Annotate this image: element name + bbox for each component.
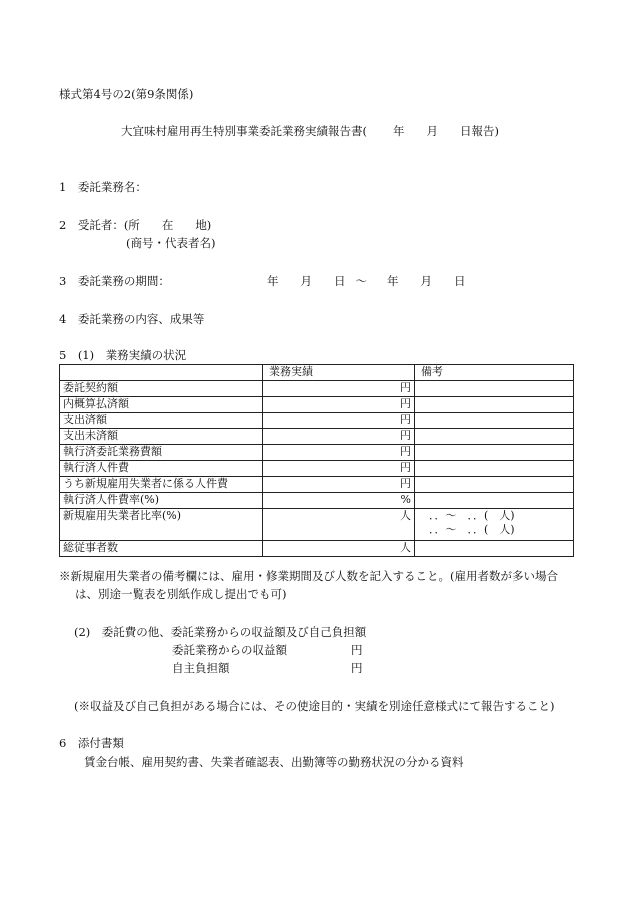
row-label: 支出未済額 (60, 429, 263, 445)
form-number: 様式第4号の2(第9条関係) (59, 87, 194, 101)
item5-2-label: (2) 委託費の他、委託業務からの収益額及び自己負担額 (74, 625, 367, 639)
row-note (415, 397, 574, 413)
item2-sub: (商号・代表者名) (126, 236, 216, 250)
item5-label: 5 (1) 業務実績の状況 (59, 348, 187, 362)
item2-chi: 地) (195, 218, 212, 232)
item6-content: 賃金台帳、雇用契約書、失業者確認表、出勤簿等の勤務状況の分かる資料 (84, 755, 464, 769)
table-note-line2: は、別途一覧表を別紙作成し提出でも可) (75, 587, 287, 602)
table-row (60, 413, 574, 429)
row-note (415, 541, 574, 557)
item4-label: 4 委託業務の内容、成果等 (59, 312, 205, 326)
row-label: 支出済額 (60, 413, 263, 429)
row-note (415, 461, 574, 477)
self-burden-unit: 円 (351, 661, 363, 675)
period-end-year: 年 (387, 274, 399, 288)
title-month: 月 (426, 124, 438, 138)
row-unit: 円 (263, 477, 415, 493)
row-note (415, 429, 574, 445)
row-label: 執行済委託業務費額 (60, 445, 263, 461)
item2-label: 2 受託者：(所 (59, 218, 140, 232)
row-label: 執行済人件費率(%) (60, 493, 263, 509)
row-unit: 人 (263, 541, 415, 557)
item2-zai: 在 (161, 218, 174, 232)
row-label: 総従事者数 (60, 541, 263, 557)
row-label: 内概算払済額 (60, 397, 263, 413)
item2-contractor (59, 218, 211, 232)
row-note (415, 477, 574, 493)
row-label: うち新規雇用失業者に係る人件費 (60, 477, 263, 493)
row-unit: 円 (263, 381, 415, 397)
table-row (60, 477, 574, 493)
row-label: 新規雇用失業者比率(%) (60, 509, 263, 541)
period-start-month: 月 (300, 274, 312, 288)
row-note-line1: ．．～ ．．( 人) (429, 509, 515, 522)
row-note (415, 381, 574, 397)
row-label: 委託契約額 (60, 381, 263, 397)
title-day-report: 日報告) (459, 124, 499, 138)
row-unit: 円 (263, 397, 415, 413)
row-unit: 円 (263, 413, 415, 429)
table-row (60, 397, 574, 413)
table-header-blank (60, 365, 263, 381)
income-label: 委託業務からの収益額 (172, 643, 287, 657)
row-unit: 円 (263, 429, 415, 445)
row-note (415, 445, 574, 461)
item5-2-note: (※収益及び自己負担がある場合には、その使途目的・実績を別途任意様式にて報告すること) (74, 699, 555, 713)
row-note (415, 493, 574, 509)
table-note-line1: ※新規雇用失業者の備考欄には、雇用・修業期間及び人数を記入すること。(雇用者数が多い場合 (59, 569, 558, 583)
title-year: 年 (392, 124, 405, 138)
item6-label: 6 添付書類 (59, 736, 124, 750)
period-end-day: 日 (454, 274, 466, 288)
table-header-performance: 業務実績 (263, 365, 415, 381)
row-label: 執行済人件費 (60, 461, 263, 477)
row-note-line2: ．．～ ．．( 人) (429, 522, 515, 536)
page-title (121, 124, 499, 138)
period-start-year: 年 (267, 274, 279, 288)
row-unit: 円 (263, 445, 415, 461)
table-row (60, 461, 574, 477)
table-row (60, 493, 574, 509)
income-unit: 円 (351, 643, 363, 657)
table-header-remarks: 備考 (415, 365, 574, 381)
table-note (59, 569, 558, 602)
table-row (60, 445, 574, 461)
row-note (415, 413, 574, 429)
self-burden-label: 自主負担額 (172, 661, 230, 675)
table-row (60, 429, 574, 445)
row-unit: % (263, 493, 415, 509)
table-row (60, 381, 574, 397)
period-end-month: 月 (420, 274, 432, 288)
item3-label: 3 委託業務の期間： (59, 274, 170, 288)
row-unit: 円 (263, 461, 415, 477)
item1-label: 1 委託業務名： (59, 180, 147, 194)
table-header-row (60, 365, 574, 381)
row-unit: 人 (263, 509, 415, 541)
table-row (60, 509, 574, 541)
title-text: 大宜味村雇用再生特別事業委託業務実績報告書( (121, 124, 367, 138)
row-note (415, 509, 574, 541)
period-start-day: 日 (334, 274, 346, 288)
table-row (60, 541, 574, 557)
period-tilde: ～ (355, 274, 367, 288)
item3-period (267, 274, 466, 288)
performance-table (59, 364, 574, 557)
